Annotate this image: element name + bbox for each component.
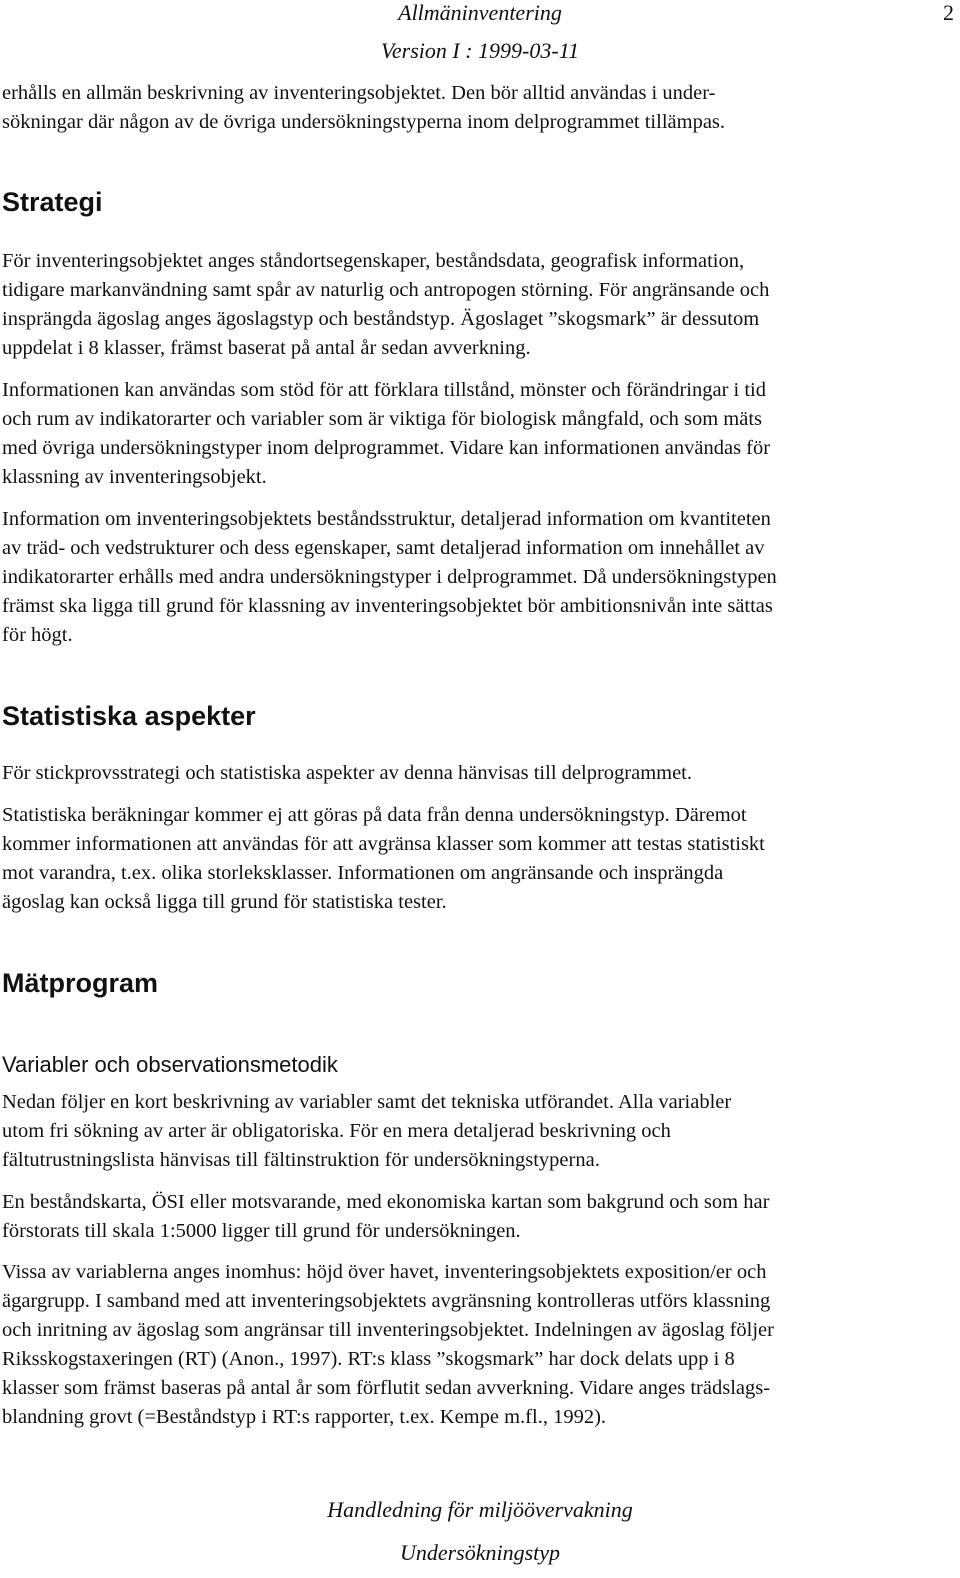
text-line: Informationen kan användas som stöd för att förklara tillstånd, mönster och förändringar i tid [2, 379, 766, 401]
footer-subtitle: Undersökningstyp [399, 1540, 561, 1565]
text-line: främst ska ligga till grund för klassning av inventeringsobjektet bör ambitionsnivån inte sättas [2, 595, 773, 617]
text-line: sökningar där någon av de övriga undersökningstyperna inom delprogrammet tillämpas. [2, 111, 726, 133]
text-line: klasser som främst baseras på antal år som förflutit sedan avverkning. Vidare anges trädslags- [2, 1377, 771, 1399]
section-heading-matprogram: Mätprogram [2, 968, 159, 998]
text-line: erhålls en allmän beskrivning av inventeringsobjektet. Den bör alltid användas i under- [2, 82, 716, 104]
text-line: Statistiska beräkningar kommer ej att göras på data från denna undersökningstyp. Däremot [2, 804, 747, 826]
matprogram-paragraph-3 [2, 1258, 960, 1432]
strategi-paragraph-1 [2, 247, 960, 363]
strategi-paragraph-3 [2, 505, 960, 650]
text-line: mot varandra, t.ex. olika storleksklasser. Informationen om angränsande och insprängda [2, 862, 724, 884]
matprogram-paragraph-2 [2, 1188, 960, 1246]
text-line: Riksskogstaxeringen (RT) (Anon., 1997). RT:s klass ”skogsmark” har dock delats upp i 8 [2, 1348, 735, 1370]
page-number: 2 [943, 0, 954, 25]
section-heading-statistiska: Statistiska aspekter [2, 701, 256, 731]
text-line: för högt. [2, 624, 73, 646]
subsection-heading-variabler: Variabler och observationsmetodik [2, 1052, 338, 1077]
strategi-paragraph-2 [2, 376, 960, 492]
text-line: tidigare markanvändning samt spår av naturlig och antropogen störning. För angränsande och [2, 279, 770, 301]
footer-title: Handledning för miljöövervakning [327, 1497, 633, 1522]
text-line: fältutrustningslista hänvisas till fältinstruktion för undersökningstyperna. [2, 1149, 600, 1171]
text-line: med övriga undersökningstyper inom delprogrammet. Vidare kan informationen användas för [2, 437, 771, 459]
text-line: kommer informationen att användas för att avgränsa klasser som kommer att testas statistiskt [2, 833, 765, 855]
text-line: och rum av indikatorarter och variabler som är viktiga för biologisk mångfald, och som mäts [2, 408, 763, 430]
text-line: En beståndskarta, ÖSI eller motsvarande, med ekonomiska kartan som bakgrund och som har [2, 1191, 770, 1213]
text-line: insprängda ägoslag anges ägoslagstyp och beståndstyp. Ägoslaget ”skogsmark” är dessutom [2, 308, 760, 330]
text-line: Nedan följer en kort beskrivning av variabler samt det tekniska utförandet. Alla variabler [2, 1091, 732, 1113]
text-line: ägoslag kan också ligga till grund för statistiska tester. [2, 891, 447, 913]
text-line: indikatorarter erhålls med andra undersökningstyper i delprogrammet. Då undersökningstypen [2, 566, 777, 588]
section-heading-strategi: Strategi [2, 187, 103, 217]
text-line: uppdelat i 8 klasser, främst baserat på antal år sedan avverkning. [2, 337, 531, 359]
text-line: ägargrupp. I samband med att inventeringsobjektets avgränsning kontrolleras utförs klassning [2, 1290, 771, 1312]
matprogram-paragraph-1 [2, 1088, 960, 1175]
text-line: Information om inventeringsobjektets beståndsstruktur, detaljerad information om kvantiteten [2, 508, 771, 530]
text-line: blandning grovt (=Beståndstyp i RT:s rapporter, t.ex. Kempe m.fl., 1992). [2, 1406, 607, 1428]
statistiska-paragraph-1 [2, 759, 960, 788]
header-title: Allmäninventering [398, 0, 562, 25]
text-line: utom fri sökning av arter är obligatoriska. För en mera detaljerad beskrivning och [2, 1120, 671, 1142]
intro-paragraph [2, 79, 960, 137]
text-line: För stickprovsstrategi och statistiska aspekter av denna hänvisas till delprogrammet. [2, 762, 693, 784]
text-line: av träd- och vedstrukturer och dess egenskaper, samt detaljerad information om innehållet av [2, 537, 765, 559]
text-line: klassning av inventeringsobjekt. [2, 466, 267, 488]
statistiska-paragraph-2 [2, 801, 960, 917]
header-version: Version I : 1999-03-11 [380, 38, 580, 63]
text-line: För inventeringsobjektet anges ståndortsegenskaper, beståndsdata, geografisk information, [2, 250, 745, 272]
text-line: förstorats till skala 1:5000 ligger till grund för undersökningen. [2, 1220, 521, 1242]
text-line: Vissa av variablerna anges inomhus: höjd över havet, inventeringsobjektets exposition/er och [2, 1261, 767, 1283]
text-line: och inritning av ägoslag som angränsar till inventeringsobjektet. Indelningen av ägoslag följer [2, 1319, 774, 1341]
